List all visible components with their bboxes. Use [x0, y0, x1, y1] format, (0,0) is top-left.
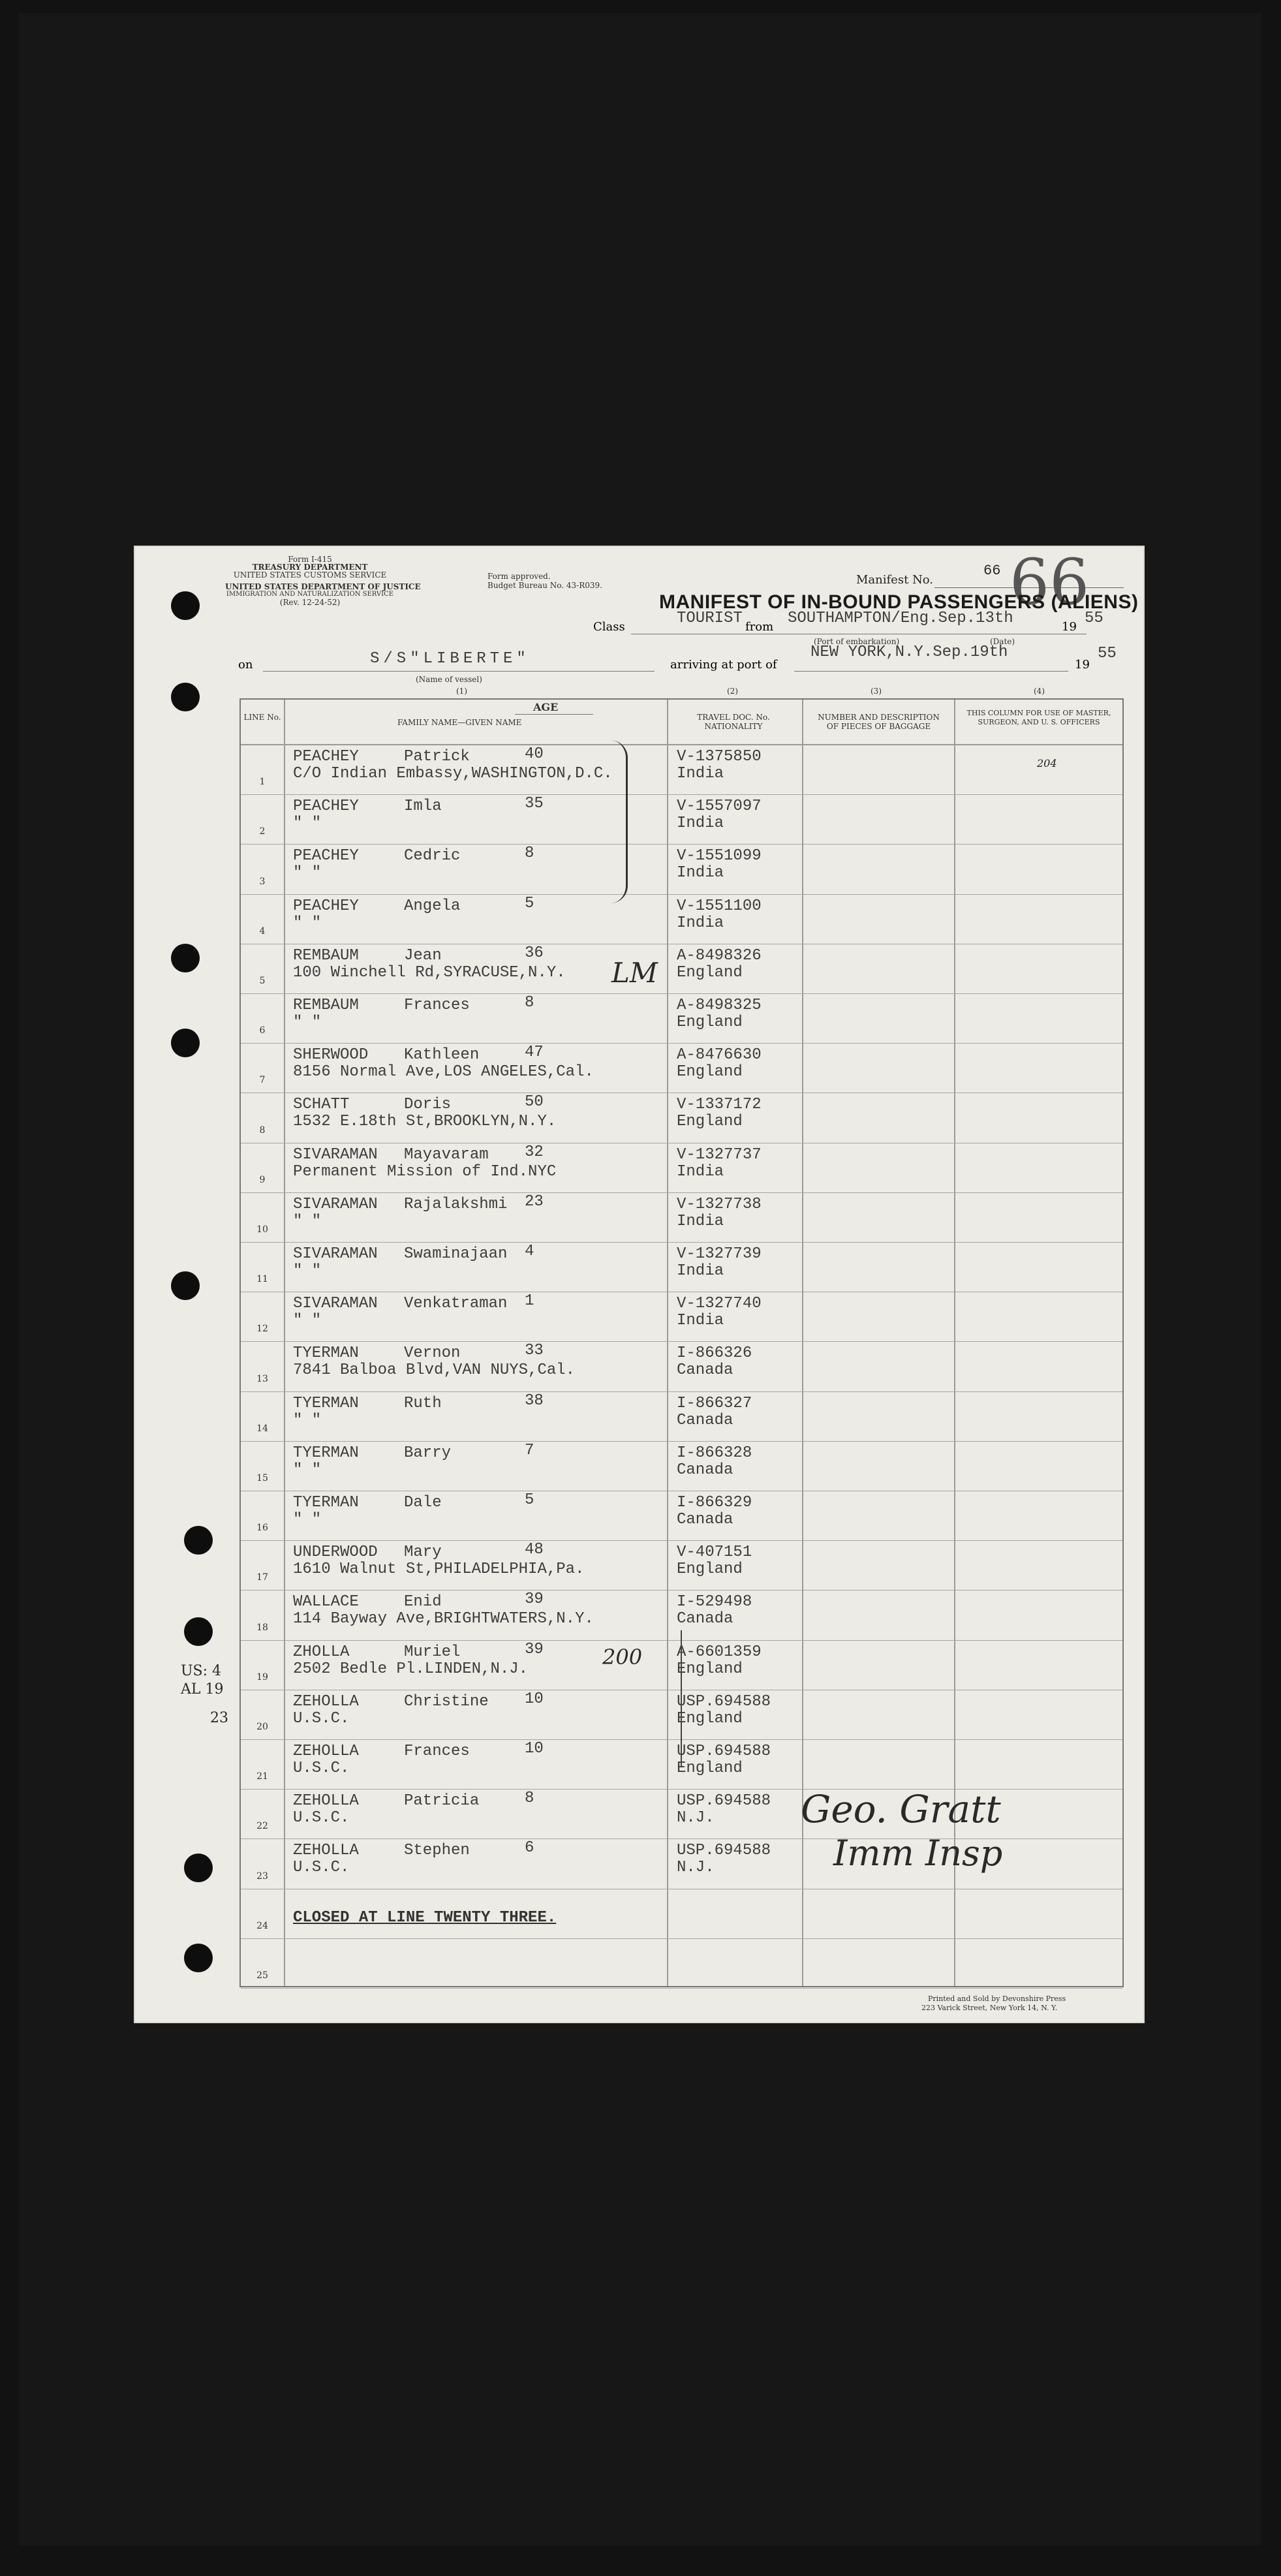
vessel-underline — [263, 671, 655, 672]
travel-doc: A-8498325 — [677, 997, 762, 1014]
handwritten-lm: LM — [611, 957, 658, 989]
age-underline — [515, 714, 593, 715]
form-approved: Form approved. — [487, 572, 551, 581]
nationality: Canada — [677, 1461, 733, 1479]
given-name: Patrick — [404, 748, 470, 766]
age: 38 — [525, 1391, 544, 1410]
nationality: Canada — [677, 1411, 733, 1429]
line-number: 3 — [259, 876, 266, 887]
punch-hole — [171, 944, 200, 972]
age: 35 — [525, 795, 544, 813]
given-name: Kathleen — [404, 1046, 480, 1064]
form-rev: (Rev. 12-24-52) — [279, 598, 341, 607]
table-row — [241, 1193, 1122, 1243]
age: 10 — [525, 1690, 544, 1708]
address: 1532 E.18th St,BROOKLYN,N.Y. — [293, 1113, 557, 1131]
address: 8156 Normal Ave,LOS ANGELES,Cal. — [293, 1063, 594, 1081]
officer-note: 204 — [1037, 757, 1057, 769]
arriving-value: NEW YORK,N.Y.Sep.19th — [810, 644, 1008, 661]
age: 39 — [525, 1591, 544, 1609]
line-number: 7 — [259, 1075, 266, 1086]
travel-doc: A-8498326 — [677, 946, 762, 965]
address: 2502 Bedle Pl.LINDEN,N.J. — [293, 1660, 529, 1678]
age: 40 — [525, 745, 544, 763]
table-row — [241, 1541, 1122, 1591]
age: 5 — [525, 894, 534, 912]
nationality: N.J. — [677, 1809, 715, 1827]
nationality: India — [677, 815, 724, 833]
col-baggage-num: (3) — [871, 687, 882, 696]
age: 48 — [525, 1541, 544, 1559]
family-name: UNDERWOOD — [293, 1544, 378, 1562]
nationality: Canada — [677, 1610, 733, 1628]
line-number: 20 — [256, 1721, 268, 1732]
form-number: Form I-415 — [288, 555, 332, 564]
line-number: 11 — [256, 1274, 268, 1285]
col-age: AGE — [533, 701, 559, 713]
address: " " — [293, 1262, 322, 1280]
printer-line1: Printed and Sold by Devonshire Press — [928, 1994, 1066, 2003]
family-name: SIVARAMAN — [293, 1195, 378, 1213]
year1-label: 19 — [1062, 620, 1077, 634]
given-name: Patricia — [404, 1792, 480, 1810]
col-line-no: LINE No. — [243, 713, 281, 722]
given-name: Dale — [404, 1494, 442, 1512]
address: " " — [293, 1461, 322, 1479]
family-name: ZEHOLLA — [293, 1842, 359, 1860]
handwritten-200: 200 — [602, 1645, 643, 1669]
margin-note-al: AL 19 — [181, 1681, 224, 1698]
line-number: 15 — [256, 1472, 268, 1483]
line-number: 6 — [259, 1025, 266, 1036]
punch-hole — [184, 1617, 213, 1646]
line-number: 9 — [259, 1174, 266, 1185]
address: " " — [293, 864, 322, 882]
table-row — [241, 895, 1122, 944]
given-name: Barry — [404, 1444, 452, 1462]
nationality: India — [677, 1212, 724, 1230]
age: 32 — [525, 1143, 544, 1161]
table-row — [241, 795, 1122, 845]
punch-hole — [171, 1029, 200, 1057]
closing-note: CLOSED AT LINE TWENTY THREE. — [293, 1908, 557, 1927]
nationality: India — [677, 1312, 724, 1330]
nationality: England — [677, 1709, 743, 1728]
table-row — [241, 1292, 1122, 1342]
line-number: 13 — [256, 1373, 268, 1384]
nationality: India — [677, 1262, 724, 1280]
travel-doc: V-1375850 — [677, 748, 762, 766]
given-name: Imla — [404, 798, 442, 816]
given-name: Enid — [404, 1593, 442, 1611]
address: " " — [293, 1511, 322, 1529]
age: 6 — [525, 1839, 534, 1857]
family-name: SIVARAMAN — [293, 1145, 378, 1164]
family-name: PEACHEY — [293, 798, 359, 816]
line-number: 8 — [259, 1125, 266, 1136]
year2-value: 55 — [1098, 645, 1117, 662]
age: 1 — [525, 1292, 534, 1311]
vessel-value: S/S"LIBERTE" — [370, 650, 530, 668]
table-row — [241, 845, 1122, 894]
family-name: SCHATT — [293, 1096, 350, 1114]
given-name: Stephen — [404, 1842, 470, 1860]
family-name: SIVARAMAN — [293, 1295, 378, 1313]
line-number: 22 — [256, 1821, 268, 1832]
on-label: on — [238, 658, 253, 672]
line-number: 18 — [256, 1622, 268, 1633]
family-name: ZEHOLLA — [293, 1792, 359, 1810]
given-name: Rajalakshmi — [404, 1195, 508, 1213]
line-number: 2 — [259, 826, 266, 837]
table-row — [241, 994, 1122, 1044]
address: U.S.C. — [293, 1809, 350, 1827]
form-justice: UNITED STATES DEPARTMENT OF JUSTICE — [225, 582, 421, 591]
given-name: Christine — [404, 1692, 489, 1711]
address: " " — [293, 1411, 322, 1429]
bracket-mark — [670, 1630, 682, 1767]
age: 10 — [525, 1740, 544, 1758]
nationality: England — [677, 1014, 743, 1031]
col-doc-num: (2) — [727, 687, 738, 696]
embark-caption: (Port of embarkation) — [814, 637, 900, 646]
travel-doc: USP.694588 — [677, 1692, 771, 1711]
table-row — [241, 1491, 1122, 1541]
address: 100 Winchell Rd,SYRACUSE,N.Y. — [293, 963, 566, 982]
line-number: 14 — [256, 1423, 268, 1434]
family-name: TYERMAN — [293, 1444, 359, 1462]
age: 8 — [525, 1790, 534, 1808]
given-name: Angela — [404, 897, 461, 915]
line-number: 5 — [259, 975, 266, 986]
table-row — [241, 1093, 1122, 1143]
line-number: 21 — [256, 1771, 268, 1782]
manifest-number: 66 — [983, 563, 1001, 579]
nationality: England — [677, 1660, 743, 1678]
given-name: Frances — [404, 1743, 470, 1760]
age: 33 — [525, 1342, 544, 1360]
nationality: England — [677, 1760, 743, 1777]
travel-doc: V-1327737 — [677, 1145, 762, 1164]
table-row — [241, 1243, 1122, 1292]
nationality: India — [677, 914, 724, 932]
family-name: REMBAUM — [293, 997, 359, 1014]
travel-doc: V-1337172 — [677, 1096, 762, 1114]
travel-doc: V-1551099 — [677, 847, 762, 865]
address: " " — [293, 1014, 322, 1031]
travel-doc: V-1327740 — [677, 1295, 762, 1313]
nationality: England — [677, 1113, 743, 1131]
given-name: Cedric — [404, 847, 461, 865]
address: C/O Indian Embassy,WASHINGTON,D.C. — [293, 765, 613, 783]
punch-hole — [171, 1271, 200, 1300]
manifest-label: Manifest No. — [856, 573, 934, 587]
line-number: 17 — [256, 1572, 268, 1583]
address: " " — [293, 1212, 322, 1230]
punch-hole — [171, 683, 200, 711]
family-name: ZHOLLA — [293, 1643, 350, 1661]
given-name: Mayavaram — [404, 1145, 489, 1164]
line-number: 25 — [256, 1970, 268, 1981]
family-name: TYERMAN — [293, 1344, 359, 1363]
given-name: Jean — [404, 946, 442, 965]
nationality: N.J. — [677, 1859, 715, 1877]
family-name: PEACHEY — [293, 847, 359, 865]
address: U.S.C. — [293, 1859, 350, 1877]
margin-note-us: US: 4 — [181, 1663, 222, 1679]
given-name: Frances — [404, 997, 470, 1014]
address: 1610 Walnut St,PHILADELPHIA,Pa. — [293, 1560, 585, 1579]
manifest-number-handwritten: 66 — [1010, 546, 1090, 619]
age: 47 — [525, 1044, 544, 1062]
manifest-title: MANIFEST OF IN-BOUND PASSENGERS (ALIENS) — [659, 591, 1139, 613]
given-name: Doris — [404, 1096, 452, 1114]
punch-hole — [171, 591, 200, 620]
line-number: 19 — [256, 1671, 268, 1683]
nationality: India — [677, 1162, 724, 1181]
arriving-label: arriving at port of — [670, 658, 777, 672]
given-name: Swaminajaan — [404, 1245, 508, 1263]
line-number: 4 — [259, 925, 266, 937]
family-name: TYERMAN — [293, 1394, 359, 1412]
family-name: WALLACE — [293, 1593, 359, 1611]
age: 50 — [525, 1093, 544, 1111]
given-name: Muriel — [404, 1643, 461, 1661]
travel-doc: A-8476630 — [677, 1046, 762, 1064]
given-name: Ruth — [404, 1394, 442, 1412]
date-caption: (Date) — [990, 637, 1015, 646]
travel-doc: I-866326 — [677, 1344, 752, 1363]
family-name: ZEHOLLA — [293, 1692, 359, 1711]
table-row — [241, 1143, 1122, 1193]
age: 36 — [525, 944, 544, 962]
class-label: Class — [593, 620, 625, 634]
travel-doc: V-407151 — [677, 1544, 752, 1562]
line-number: 1 — [259, 777, 266, 788]
nationality: Canada — [677, 1511, 733, 1529]
arriving-underline — [794, 671, 1068, 672]
vessel-caption: (Name of vessel) — [416, 675, 482, 684]
signature-line2: Imm Insp — [833, 1833, 1003, 1874]
travel-doc: USP.694588 — [677, 1792, 771, 1810]
col-name-num: (1) — [456, 687, 467, 696]
address: 7841 Balboa Blvd,VAN NUYS,Cal. — [293, 1361, 576, 1380]
given-name: Venkatraman — [404, 1295, 508, 1313]
form-ins: IMMIGRATION AND NATURALIZATION SERVICE — [226, 591, 394, 598]
nationality: England — [677, 1560, 743, 1579]
nationality: England — [677, 1063, 743, 1081]
travel-doc: USP.694588 — [677, 1842, 771, 1860]
family-name: REMBAUM — [293, 946, 359, 965]
address: U.S.C. — [293, 1760, 350, 1777]
age: 4 — [525, 1243, 534, 1260]
nationality: England — [677, 963, 743, 982]
age: 8 — [525, 845, 534, 863]
col-doc: TRAVEL DOC. No. NATIONALITY — [697, 713, 770, 731]
printer-line2: 223 Varick Street, New York 14, N. Y. — [921, 2004, 1058, 2012]
nationality: India — [677, 765, 724, 783]
given-name: Mary — [404, 1544, 442, 1562]
table-row — [241, 1342, 1122, 1391]
line-number: 12 — [256, 1324, 268, 1335]
travel-doc: USP.694588 — [677, 1743, 771, 1760]
form-dept: TREASURY DEPARTMENT — [252, 563, 368, 572]
form-customs: UNITED STATES CUSTOMS SERVICE — [233, 570, 387, 580]
line-number: 23 — [256, 1870, 268, 1882]
family-name: PEACHEY — [293, 748, 359, 766]
given-name: Vernon — [404, 1344, 461, 1363]
line-number: 10 — [256, 1224, 268, 1235]
travel-doc: V-1551100 — [677, 897, 762, 915]
family-name: SIVARAMAN — [293, 1245, 378, 1263]
table-row — [241, 745, 1122, 795]
family-name: SHERWOOD — [293, 1046, 369, 1064]
travel-doc: I-866328 — [677, 1444, 752, 1462]
punch-hole — [184, 1854, 213, 1882]
age: 5 — [525, 1491, 534, 1509]
travel-doc: A-6601359 — [677, 1643, 762, 1661]
family-name: TYERMAN — [293, 1494, 359, 1512]
col-officers-num: (4) — [1034, 687, 1045, 696]
col-name: FAMILY NAME—GIVEN NAME — [397, 718, 522, 727]
family-name: ZEHOLLA — [293, 1743, 359, 1760]
address: Permanent Mission of Ind.NYC — [293, 1162, 557, 1181]
table-row — [241, 1392, 1122, 1442]
punch-hole — [184, 1944, 213, 1972]
nationality: Canada — [677, 1361, 733, 1380]
travel-doc: V-1557097 — [677, 798, 762, 816]
signature-line1: Geo. Gratt — [801, 1787, 1001, 1831]
punch-hole — [184, 1526, 213, 1555]
nationality: India — [677, 864, 724, 882]
class-value: TOURIST — [677, 610, 743, 627]
line-number: 16 — [256, 1523, 268, 1534]
table-row — [241, 1442, 1122, 1491]
travel-doc: V-1327739 — [677, 1245, 762, 1263]
age: 8 — [525, 994, 534, 1012]
table-row — [241, 1889, 1122, 1939]
from-label: from — [745, 620, 774, 634]
address: " " — [293, 914, 322, 932]
travel-doc: I-866329 — [677, 1494, 752, 1512]
table-row — [241, 1044, 1122, 1093]
line-number: 24 — [256, 1920, 268, 1931]
address: " " — [293, 1312, 322, 1330]
margin-note-23: 23 — [210, 1710, 228, 1726]
travel-doc: I-866327 — [677, 1394, 752, 1412]
address: U.S.C. — [293, 1709, 350, 1728]
age: 39 — [525, 1640, 544, 1658]
age: 23 — [525, 1192, 544, 1211]
address: 114 Bayway Ave,BRIGHTWATERS,N.Y. — [293, 1610, 594, 1628]
family-name: PEACHEY — [293, 897, 359, 915]
year2-label: 19 — [1075, 658, 1090, 672]
manifest-page — [135, 547, 1143, 2022]
table-row — [241, 944, 1122, 994]
bracket-mark — [610, 740, 628, 903]
age: 7 — [525, 1441, 534, 1459]
travel-doc: V-1327738 — [677, 1195, 762, 1213]
travel-doc: I-529498 — [677, 1593, 752, 1611]
address: " " — [293, 815, 322, 833]
form-budget: Budget Bureau No. 43-R039. — [487, 581, 602, 590]
col-baggage: NUMBER AND DESCRIPTION OF PIECES OF BAGGAGE — [818, 713, 940, 731]
year1-value: 55 — [1085, 610, 1104, 627]
from-value: SOUTHAMPTON/Eng.Sep.13th — [788, 610, 1013, 627]
table-row — [241, 1939, 1122, 1989]
col-officers: THIS COLUMN FOR USE OF MASTER, SURGEON, AND U. S. OFFICERS — [966, 709, 1111, 726]
